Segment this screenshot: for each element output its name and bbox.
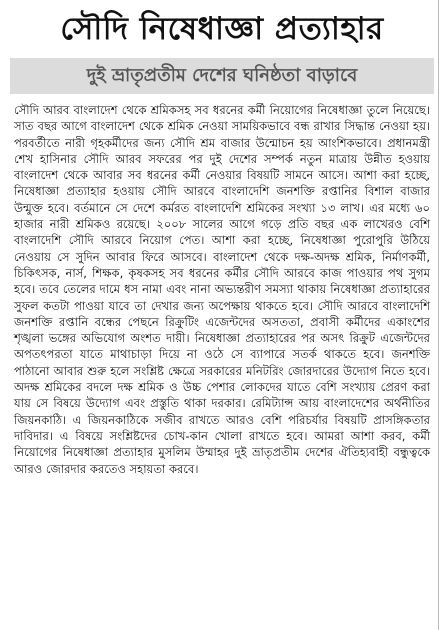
- column-rule: [438, 0, 439, 630]
- article-paragraph: সৌদি আরব বাংলাদেশ থেকে শ্রমিকসহ সব ধরনের কর্মী নিয়োগের নিষেধাজ্ঞা তুলে নিয়েছে। সাত বছর আগে বাংলাদেশ থেকে শ্রমিক নেওয়া সাময়িকভাবে বন্ধ রাখার সিদ্ধান্ত নেওয়া হয়। পরবর্তীতে নারী গৃহকর্মীদের জন্য সৌদি শ্রম বাজার উন্মোচন হয় আংশিকভাবে। প্রধানমন্ত্রী শেখ হাসিনার সৌদি আরব সফরের পর দুই দেশের সম্পর্ক নতুন মাত্রায় উন্নীত হওয়ায় বাংলাদেশ থেকে আবার সব ধরনের কর্মী নেওয়ার বিষয়টি সামনে আসে। আশা করা হচ্ছে, নিষেধাজ্ঞা প্রত্যাহার হওয়ায় সৌদি আরবে বাংলাদেশি জনশক্তি রপ্তানির বিশাল বাজার উন্মুক্ত হবে। বর্তমানে সে দেশে কর্মরত বাংলাদেশি শ্রমিকের সংখ্যা ১৩ লাখ। এর মধ্যে ৬০ হাজার নারী শ্রমিকও রয়েছে। ২০০৮ সালের আগে গড়ে প্রতি বছর এক লাখেরও বেশি বাংলাদেশি সৌদি আরবে নিয়োগ পেত। আশা করা হচ্ছে, নিষেধাজ্ঞা পুরোপুরি উঠিয়ে নেওয়ায় সে সুদিন আবার ফিরে আসবে। বাংলাদেশ থেকে দক্ষ-অদক্ষ শ্রমিক, নির্মাণকর্মী, চিকিৎসক, নার্স, শিক্ষক, কৃষকসহ সব ধরনের কর্মীর সৌদি আরবে কাজ পাওয়ার পথ সুগম হবে। তবে তেলের দামে ধস নামা এবং নানা অভ্যন্তরীণ সমস্যা থাকায় নিষেধাজ্ঞা প্রত্যাহারের সুফল কতটা পাওয়া যাবে তা দেখার জন্য অপেক্ষায় থাকতে হবে। সৌদি আরবে বাংলাদেশি জনশক্তি রপ্তানি বন্ধের পেছনে রিক্রুটিং এজেন্টদের অসততা, প্রবাসী কর্মীদের একাংশের শৃঙ্খলা ভঙ্গের অভিযোগ অংশত দায়ী। নিষেধাজ্ঞা প্রত্যাহারের পর অসৎ রিক্রুট এজেন্টদের অপতৎপরতা যাতে মাথাচাড়া দিয়ে না ওঠে সে ব্যাপারে সতর্ক থাকতে হবে। জনশক্তি পাঠানো আবার শুরু হলে সংশ্লিষ্ট ক্ষেত্রে সরকারের মনিটরিং জোরদারের উদ্যোগ নিতে হবে। অদক্ষ শ্রমিকের বদলে দক্ষ শ্রমিক ও উচ্চ পেশার লোকদের যাতে বেশি সংখ্যায় প্রেরণ করা যায় সে বিষয়ে উদ্যোগ এবং প্রস্তুতি থাকা দরকার। রেমিট্যান্স আয় বাংলাদেশের অর্থনীতির জিয়নকাঠি। এ জিয়নকাঠিকে সজীব রাখতে আরও বেশি পরিচর্যার বিষয়টি প্রাসঙ্গিকতার দাবিদার। এ বিষয়ে সংশ্লিষ্টদের চোখ-কান খোলা রাখতে হবে। আমরা আশা করব, কর্মী নিয়োগের নিষেধাজ্ঞা প্রত্যাহার মুসলিম উম্মাহর দুই ভ্রাতৃপ্রতীম দেশের ঐতিহ্যবাহী বন্ধুত্বকে আরও জোরদার করতেও সহায়তা করবে।: [14, 103, 430, 476]
- headline: সৌদি নিষেধাজ্ঞা প্রত্যাহার: [60, 11, 384, 47]
- article-body: [14, 102, 430, 477]
- subheadline: দুই ভ্রাতৃপ্রতীম দেশের ঘনিষ্ঠতা বাড়াবে: [10, 58, 434, 94]
